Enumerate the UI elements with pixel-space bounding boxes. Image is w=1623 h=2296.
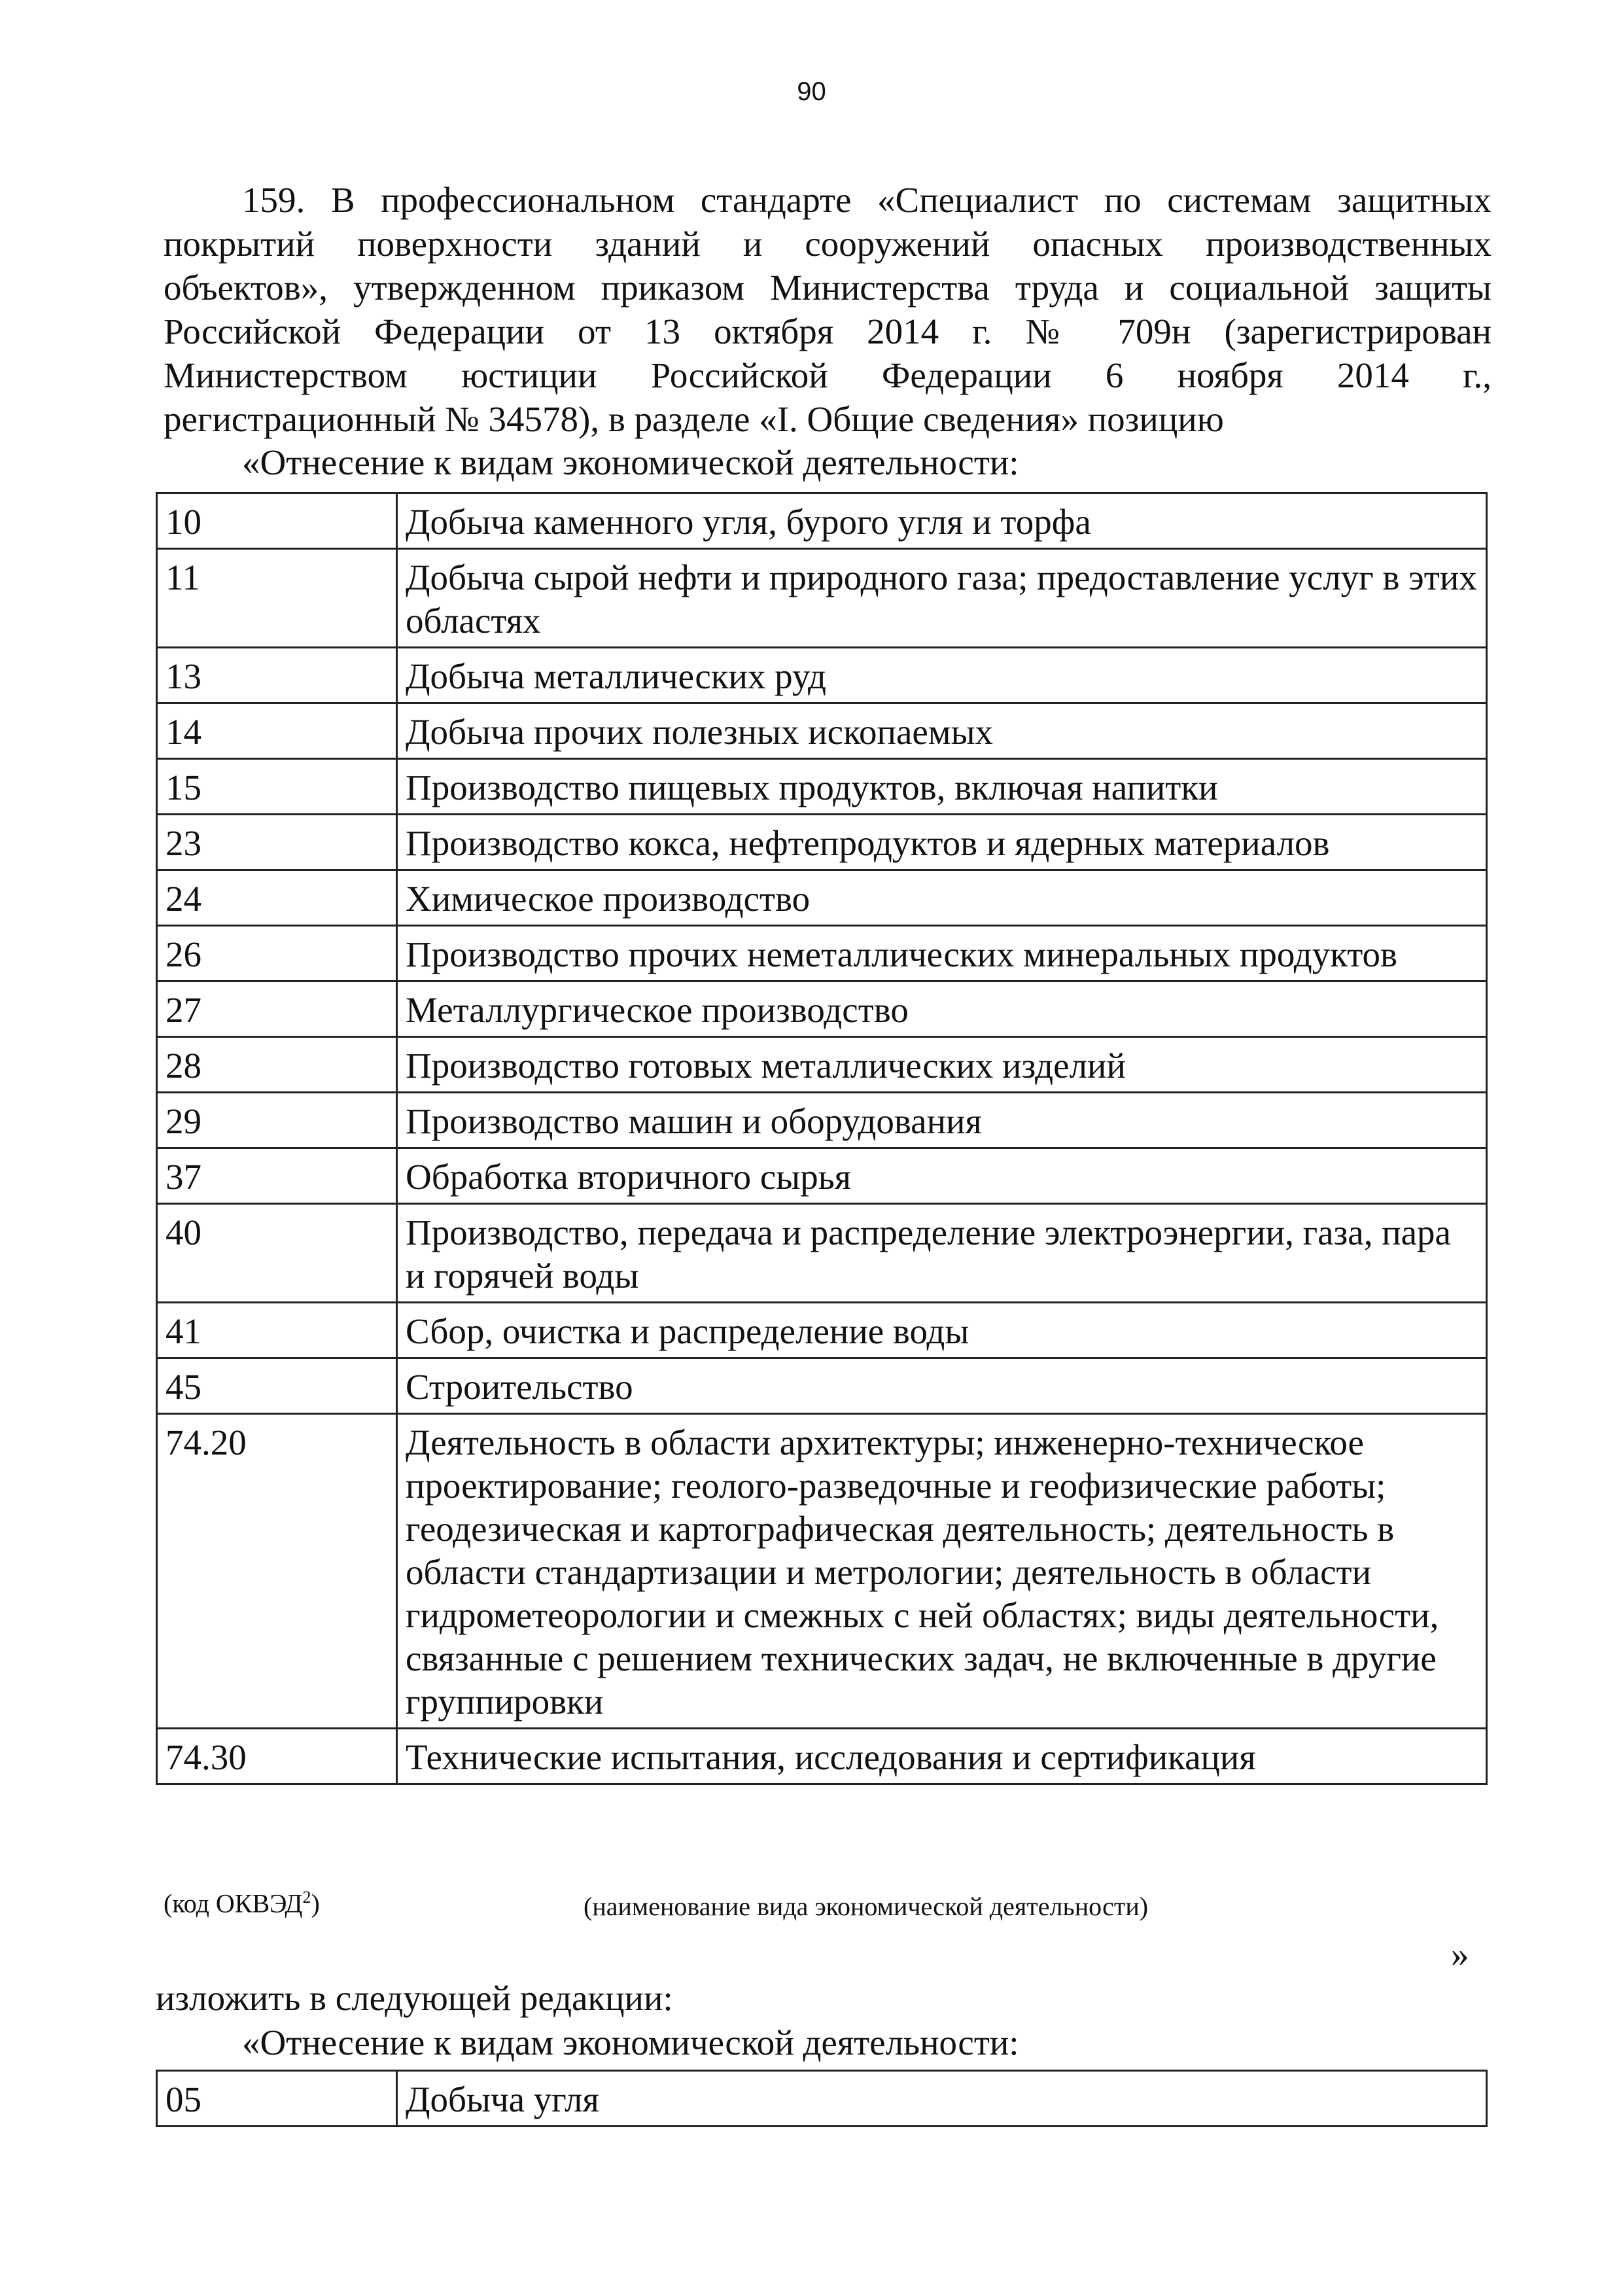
caption-code	[164, 1888, 320, 1918]
activity-name-cell: Производство готовых металлических изделий	[397, 1037, 1487, 1093]
okved-code-cell: 37	[157, 1148, 397, 1204]
paragraph-line: регистрационный № 34578), в разделе «I. Общие сведения» позицию	[164, 399, 1224, 439]
caption-code-text: (код ОКВЭД	[164, 1888, 303, 1918]
okved-code-cell: 45	[157, 1358, 397, 1414]
okved-code-cell: 15	[157, 759, 397, 815]
activity-name-cell: Технические испытания, исследования и сертификация	[397, 1729, 1487, 1784]
footnote-marker: 2	[302, 1888, 311, 1907]
activity-name-cell: Добыча каменного угля, бурого угля и торфа	[397, 493, 1487, 549]
okved-table-new	[156, 2070, 1488, 2127]
okved-code-cell: 28	[157, 1037, 397, 1093]
table-row	[157, 703, 1487, 759]
okved-code-cell: 40	[157, 1204, 397, 1303]
activity-name-cell: Производство пищевых продуктов, включая напитки	[397, 759, 1487, 815]
activity-name-cell: Добыча сырой нефти и природного газа; предоставление услуг в этих областях	[397, 549, 1487, 648]
okved-code-cell: 41	[157, 1303, 397, 1358]
okved-code-cell: 27	[157, 981, 397, 1037]
table-row	[157, 1037, 1487, 1093]
table-row	[157, 549, 1487, 648]
table-row	[157, 981, 1487, 1037]
restate-text: изложить в следующей редакции:	[156, 1978, 673, 2018]
table-row	[157, 870, 1487, 926]
okved-code-cell: 29	[157, 1093, 397, 1148]
paragraph-line: Министерством юстиции Российской Федерации 6 ноября 2014 г.,	[164, 355, 1492, 395]
okved-code-cell: 74.30	[157, 1729, 397, 1784]
table-row	[157, 1204, 1487, 1303]
paragraph-line: объектов», утвержденном приказом Министерства труда и социальной защиты	[164, 268, 1492, 308]
okved-code-cell: 10	[157, 493, 397, 549]
activity-name-cell: Деятельность в области архитектуры; инженерно-техническое проектирование; геолого-разведочные и геофизические работы; геодезическая и картографическая деятельность; деятельность в области стандартизации и метрологии; деятельность в области гидрометеорологии и смежных с ней областях; виды деятельности, связанные с решением технических задач, не включенные в другие группировки	[397, 1414, 1487, 1729]
paragraph-line: Российской Федерации от 13 октября 2014 г. № 709н (зарегистрирован	[164, 311, 1492, 351]
okved-code-cell: 24	[157, 870, 397, 926]
table-row	[157, 1729, 1487, 1784]
table-row	[157, 648, 1487, 703]
activity-name-cell: Строительство	[397, 1358, 1487, 1414]
okved-code-cell: 74.20	[157, 1414, 397, 1729]
paragraph-line: покрытий поверхности зданий и сооружений опасных производственных	[164, 224, 1492, 264]
table-row	[157, 759, 1487, 815]
amendment-paragraph	[164, 178, 1492, 441]
table-row	[157, 1093, 1487, 1148]
table-intro: «Отнесение к видам экономической деятельности:	[242, 442, 1019, 482]
paragraph-line: 159. В профессиональном стандарте «Специалист по системам защитных	[242, 180, 1492, 220]
activity-name-cell: Добыча металлических руд	[397, 648, 1487, 703]
caption-name: (наименование вида экономической деятельности)	[584, 1892, 1149, 1921]
activity-name-cell: Производство кокса, нефтепродуктов и ядерных материалов	[397, 815, 1487, 870]
activity-name-cell: Обработка вторичного сырья	[397, 1148, 1487, 1204]
activity-name-cell: Производство прочих неметаллических минеральных продуктов	[397, 926, 1487, 981]
okved-code-cell: 23	[157, 815, 397, 870]
new-table-intro: «Отнесение к видам экономической деятельности:	[242, 2022, 1019, 2062]
table-row	[157, 2071, 1487, 2127]
caption-code-close: )	[311, 1888, 320, 1918]
activity-name-cell: Добыча угля	[397, 2071, 1487, 2127]
table-row	[157, 1148, 1487, 1204]
okved-code-cell: 11	[157, 549, 397, 648]
activity-name-cell: Производство машин и оборудования	[397, 1093, 1487, 1148]
page-number: 90	[797, 77, 826, 106]
okved-code-cell: 05	[157, 2071, 397, 2127]
activity-name-cell: Металлургическое производство	[397, 981, 1487, 1037]
activity-name-cell: Производство, передача и распределение электроэнергии, газа, пара и горячей воды	[397, 1204, 1487, 1303]
okved-code-cell: 26	[157, 926, 397, 981]
close-quote: »	[1451, 1934, 1469, 1974]
table-row	[157, 1303, 1487, 1358]
okved-code-cell: 14	[157, 703, 397, 759]
table-row	[157, 1358, 1487, 1414]
okved-code-cell: 13	[157, 648, 397, 703]
activity-name-cell: Сбор, очистка и распределение воды	[397, 1303, 1487, 1358]
table-row	[157, 1414, 1487, 1729]
table-row	[157, 493, 1487, 549]
okved-table-old	[156, 492, 1488, 1785]
activity-name-cell: Химическое производство	[397, 870, 1487, 926]
activity-name-cell: Добыча прочих полезных ископаемых	[397, 703, 1487, 759]
table-row	[157, 926, 1487, 981]
table-row	[157, 815, 1487, 870]
